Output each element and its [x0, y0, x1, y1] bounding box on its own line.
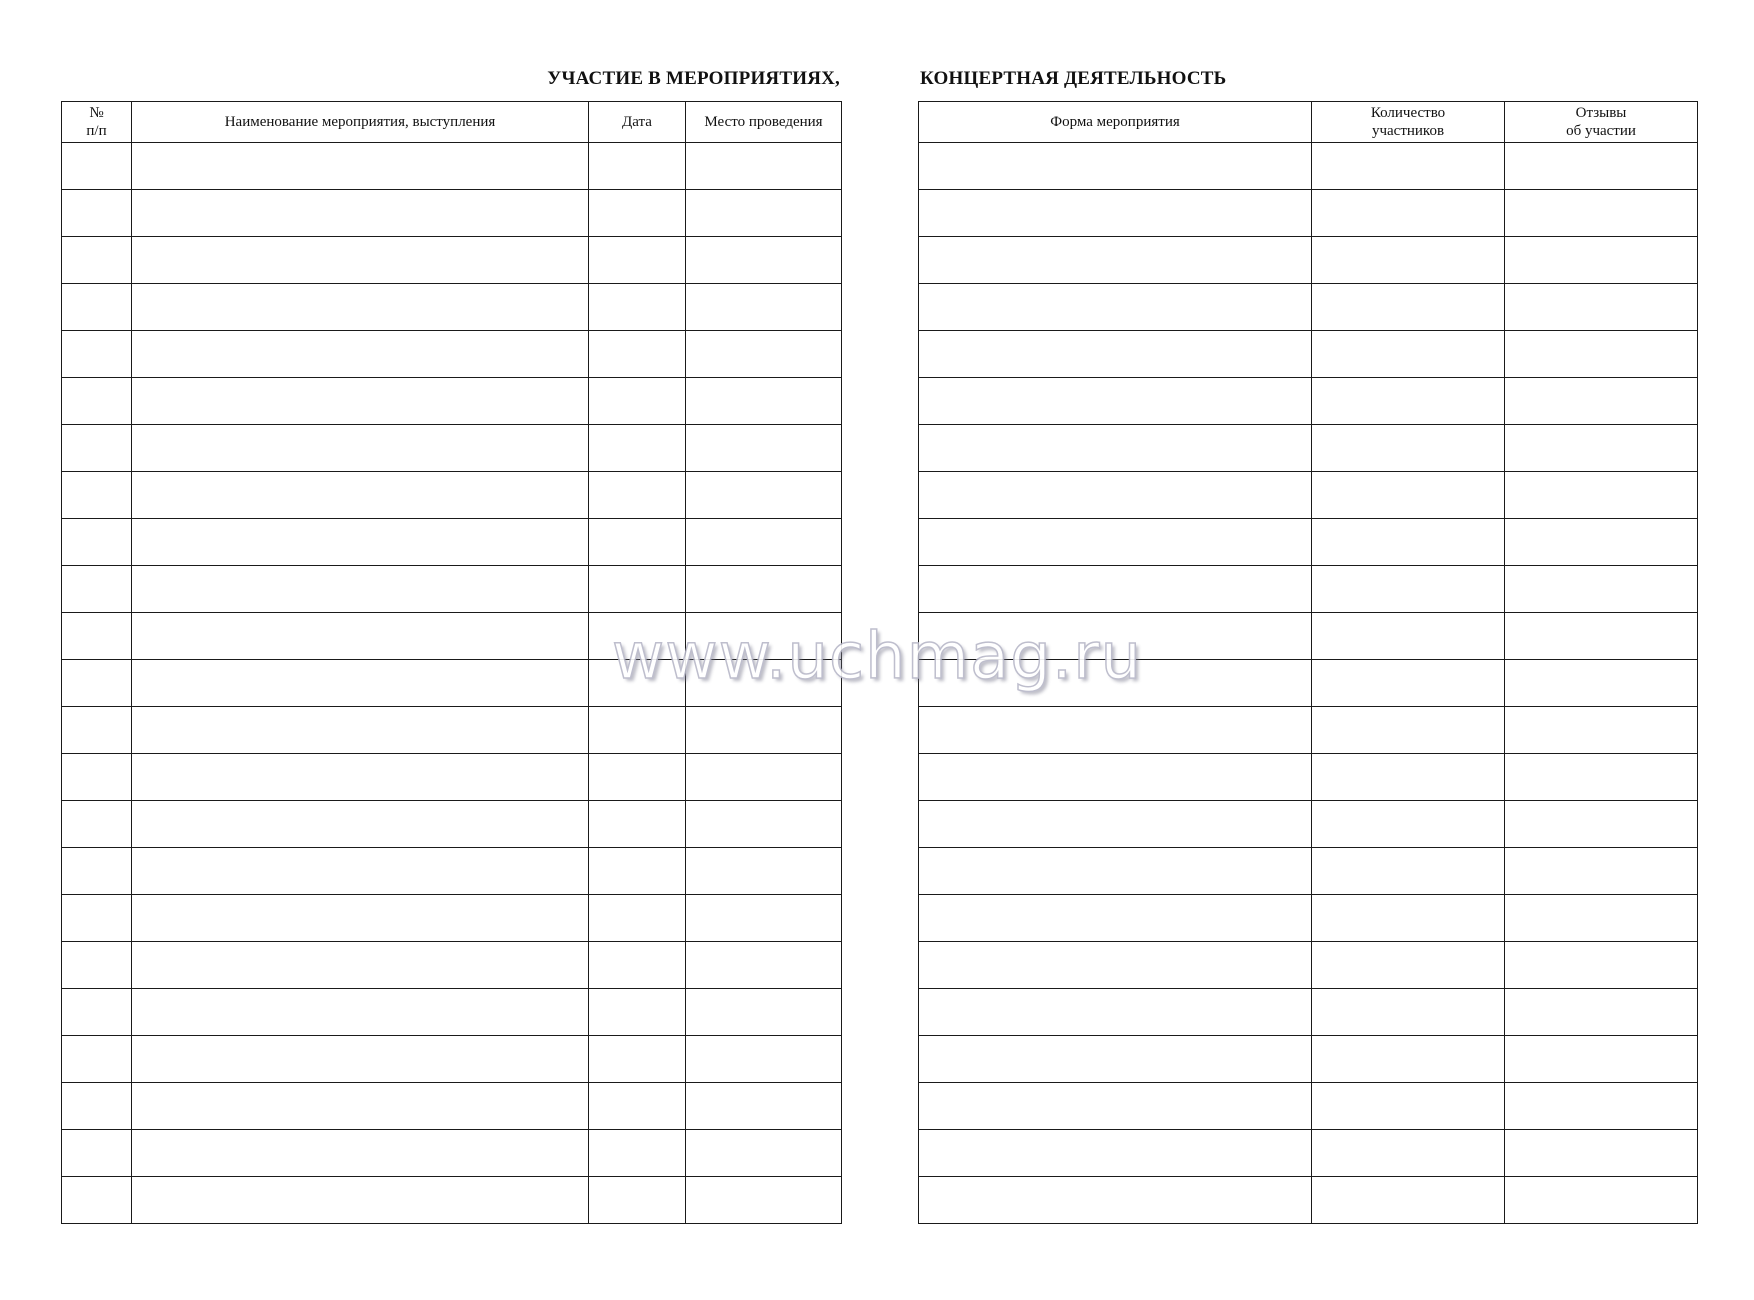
table-row [62, 378, 842, 425]
events-participation-table [61, 101, 842, 1224]
event-form-cell[interactable] [919, 660, 1312, 707]
event-name-cell[interactable] [132, 378, 589, 425]
table-row [919, 143, 1698, 190]
date-cell[interactable] [589, 754, 686, 801]
column-header-event-form: Форма мероприятия [919, 102, 1312, 143]
place-cell[interactable] [686, 331, 842, 378]
event-form-cell[interactable] [919, 237, 1312, 284]
reviews-cell[interactable] [1505, 519, 1698, 566]
participant-count-cell[interactable] [1312, 1083, 1505, 1130]
participant-count-cell[interactable] [1312, 1130, 1505, 1177]
participant-count-cell[interactable] [1312, 942, 1505, 989]
participant-count-cell[interactable] [1312, 237, 1505, 284]
table-row [62, 754, 842, 801]
event-name-cell[interactable] [132, 754, 589, 801]
participant-count-cell[interactable] [1312, 707, 1505, 754]
participant-count-cell[interactable] [1312, 895, 1505, 942]
reviews-cell[interactable] [1505, 331, 1698, 378]
number-cell[interactable] [62, 942, 132, 989]
table-row [919, 378, 1698, 425]
table-row [919, 660, 1698, 707]
table-row [62, 143, 842, 190]
number-cell[interactable] [62, 237, 132, 284]
reviews-cell[interactable] [1505, 566, 1698, 613]
date-cell[interactable] [589, 801, 686, 848]
table-row [919, 613, 1698, 660]
column-header-participant-count [1312, 102, 1505, 143]
participant-count-cell[interactable] [1312, 989, 1505, 1036]
date-cell[interactable] [589, 143, 686, 190]
table-row [62, 1083, 842, 1130]
date-cell[interactable] [589, 519, 686, 566]
reviews-cell[interactable] [1505, 1177, 1698, 1224]
participant-count-cell[interactable] [1312, 848, 1505, 895]
date-cell[interactable] [589, 331, 686, 378]
column-header-reviews [1505, 102, 1698, 143]
event-name-cell[interactable] [132, 1083, 589, 1130]
number-cell[interactable] [62, 566, 132, 613]
table-row [62, 895, 842, 942]
date-cell[interactable] [589, 942, 686, 989]
participant-count-cell[interactable] [1312, 425, 1505, 472]
table-row [919, 801, 1698, 848]
date-cell[interactable] [589, 1036, 686, 1083]
reviews-cell[interactable] [1505, 1083, 1698, 1130]
event-form-cell[interactable] [919, 190, 1312, 237]
reviews-cell[interactable] [1505, 942, 1698, 989]
table-row [62, 707, 842, 754]
participant-count-cell[interactable] [1312, 190, 1505, 237]
participant-count-cell[interactable] [1312, 613, 1505, 660]
number-cell[interactable] [62, 519, 132, 566]
number-cell[interactable] [62, 895, 132, 942]
participant-count-cell[interactable] [1312, 284, 1505, 331]
table-row [62, 942, 842, 989]
number-cell[interactable] [62, 801, 132, 848]
number-cell[interactable] [62, 1036, 132, 1083]
watermark: www.uchmag.ru [611, 620, 1143, 694]
participant-count-cell[interactable] [1312, 331, 1505, 378]
place-cell[interactable] [686, 519, 842, 566]
concert-table-body [919, 143, 1698, 1224]
reviews-cell[interactable] [1505, 190, 1698, 237]
place-cell[interactable] [686, 425, 842, 472]
reviews-cell[interactable] [1505, 378, 1698, 425]
place-cell[interactable] [686, 378, 842, 425]
participant-count-line2: участников [1371, 123, 1445, 139]
table-row [62, 1130, 842, 1177]
table-row [62, 613, 842, 660]
table-header-row [919, 102, 1698, 143]
number-cell[interactable] [62, 472, 132, 519]
place-cell[interactable] [686, 942, 842, 989]
number-cell[interactable] [62, 848, 132, 895]
number-cell[interactable] [62, 613, 132, 660]
table-row [62, 989, 842, 1036]
table-row [62, 284, 842, 331]
table-row [919, 284, 1698, 331]
table-header-row [62, 102, 842, 143]
place-cell[interactable] [686, 1083, 842, 1130]
date-cell[interactable] [589, 848, 686, 895]
event-form-cell[interactable] [919, 1130, 1312, 1177]
place-cell[interactable] [686, 284, 842, 331]
right-page-title: КОНЦЕРТНАЯ ДЕЯТЕЛЬНОСТЬ [920, 68, 1227, 89]
date-cell[interactable] [589, 1177, 686, 1224]
date-cell[interactable] [589, 425, 686, 472]
table-row [62, 660, 842, 707]
participant-count-line1: Количество [1370, 105, 1446, 121]
left-page-title: УЧАСТИЕ В МЕРОПРИЯТИЯХ, [547, 68, 840, 89]
table-row [62, 848, 842, 895]
reviews-cell[interactable] [1505, 754, 1698, 801]
participant-count-cell[interactable] [1312, 1177, 1505, 1224]
participant-count-cell[interactable] [1312, 519, 1505, 566]
place-cell[interactable] [686, 895, 842, 942]
number-cell[interactable] [62, 425, 132, 472]
number-abbrev: п/п [86, 123, 107, 139]
reviews-cell[interactable] [1505, 284, 1698, 331]
event-name-cell[interactable] [132, 566, 589, 613]
table-row [62, 190, 842, 237]
participant-count-cell[interactable] [1312, 660, 1505, 707]
column-header-number [62, 102, 132, 143]
event-name-cell[interactable] [132, 237, 589, 284]
event-form-cell[interactable] [919, 989, 1312, 1036]
reviews-cell[interactable] [1505, 613, 1698, 660]
date-cell[interactable] [589, 613, 686, 660]
event-name-cell[interactable] [132, 989, 589, 1036]
event-name-cell[interactable] [132, 801, 589, 848]
event-form-cell[interactable] [919, 378, 1312, 425]
date-cell[interactable] [589, 566, 686, 613]
date-cell[interactable] [589, 989, 686, 1036]
number-cell[interactable] [62, 707, 132, 754]
reviews-cell[interactable] [1505, 707, 1698, 754]
event-form-cell[interactable] [919, 1177, 1312, 1224]
reviews-cell[interactable] [1505, 472, 1698, 519]
event-form-cell[interactable] [919, 1083, 1312, 1130]
table-row [919, 1083, 1698, 1130]
number-sign: № [89, 105, 104, 121]
table-row [62, 1036, 842, 1083]
table-row [919, 190, 1698, 237]
event-form-cell[interactable] [919, 801, 1312, 848]
reviews-cell[interactable] [1505, 1036, 1698, 1083]
place-cell[interactable] [686, 754, 842, 801]
table-row [919, 895, 1698, 942]
place-cell[interactable] [686, 848, 842, 895]
table-row [919, 848, 1698, 895]
number-cell[interactable] [62, 1083, 132, 1130]
place-cell[interactable] [686, 472, 842, 519]
table-row [62, 425, 842, 472]
table-row [62, 1177, 842, 1224]
event-name-cell[interactable] [132, 942, 589, 989]
table-row [62, 472, 842, 519]
event-name-cell[interactable] [132, 660, 589, 707]
number-cell[interactable] [62, 989, 132, 1036]
reviews-line1: Отзывы [1575, 105, 1627, 121]
date-cell[interactable] [589, 237, 686, 284]
reviews-line2: об участии [1566, 123, 1636, 139]
table-row [919, 566, 1698, 613]
column-header-place: Место проведения [686, 102, 842, 143]
table-row [919, 519, 1698, 566]
date-cell[interactable] [589, 895, 686, 942]
event-form-cell[interactable] [919, 143, 1312, 190]
table-row [919, 1130, 1698, 1177]
place-cell[interactable] [686, 707, 842, 754]
table-row [62, 566, 842, 613]
reviews-cell[interactable] [1505, 143, 1698, 190]
number-cell[interactable] [62, 284, 132, 331]
participant-count-cell[interactable] [1312, 143, 1505, 190]
event-name-cell[interactable] [132, 143, 589, 190]
concert-activity-table [918, 101, 1698, 1224]
place-cell[interactable] [686, 613, 842, 660]
number-cell[interactable] [62, 1177, 132, 1224]
table-row [919, 237, 1698, 284]
participant-count-cell[interactable] [1312, 378, 1505, 425]
event-form-cell[interactable] [919, 707, 1312, 754]
table-row [919, 707, 1698, 754]
event-name-cell[interactable] [132, 284, 589, 331]
number-cell[interactable] [62, 1130, 132, 1177]
event-name-cell[interactable] [132, 613, 589, 660]
column-header-event-name: Наименование мероприятия, выступления [132, 102, 589, 143]
event-name-cell[interactable] [132, 895, 589, 942]
number-cell[interactable] [62, 190, 132, 237]
event-name-cell[interactable] [132, 425, 589, 472]
event-form-cell[interactable] [919, 754, 1312, 801]
table-row [919, 942, 1698, 989]
table-row [62, 519, 842, 566]
reviews-cell[interactable] [1505, 895, 1698, 942]
date-cell[interactable] [589, 378, 686, 425]
event-form-cell[interactable] [919, 331, 1312, 378]
place-cell[interactable] [686, 1177, 842, 1224]
date-cell[interactable] [589, 1130, 686, 1177]
date-cell[interactable] [589, 472, 686, 519]
participant-count-cell[interactable] [1312, 754, 1505, 801]
table-row [919, 1036, 1698, 1083]
reviews-cell[interactable] [1505, 425, 1698, 472]
participant-count-cell[interactable] [1312, 472, 1505, 519]
place-cell[interactable] [686, 143, 842, 190]
event-name-cell[interactable] [132, 331, 589, 378]
place-cell[interactable] [686, 190, 842, 237]
reviews-cell[interactable] [1505, 237, 1698, 284]
event-form-cell[interactable] [919, 942, 1312, 989]
participant-count-cell[interactable] [1312, 801, 1505, 848]
event-name-cell[interactable] [132, 1130, 589, 1177]
event-form-cell[interactable] [919, 895, 1312, 942]
number-cell[interactable] [62, 660, 132, 707]
place-cell[interactable] [686, 566, 842, 613]
place-cell[interactable] [686, 801, 842, 848]
date-cell[interactable] [589, 190, 686, 237]
table-row [919, 989, 1698, 1036]
participant-count-cell[interactable] [1312, 566, 1505, 613]
table-row [919, 472, 1698, 519]
date-cell[interactable] [589, 660, 686, 707]
table-row [62, 237, 842, 284]
place-cell[interactable] [686, 989, 842, 1036]
date-cell[interactable] [589, 1083, 686, 1130]
number-cell[interactable] [62, 331, 132, 378]
reviews-cell[interactable] [1505, 848, 1698, 895]
column-header-date: Дата [589, 102, 686, 143]
place-cell[interactable] [686, 237, 842, 284]
table-row [919, 1177, 1698, 1224]
reviews-cell[interactable] [1505, 660, 1698, 707]
reviews-cell[interactable] [1505, 989, 1698, 1036]
event-name-cell[interactable] [132, 519, 589, 566]
reviews-cell[interactable] [1505, 801, 1698, 848]
event-form-cell[interactable] [919, 425, 1312, 472]
place-cell[interactable] [686, 660, 842, 707]
event-form-cell[interactable] [919, 519, 1312, 566]
event-form-cell[interactable] [919, 613, 1312, 660]
place-cell[interactable] [686, 1036, 842, 1083]
event-form-cell[interactable] [919, 848, 1312, 895]
table-row [62, 331, 842, 378]
date-cell[interactable] [589, 707, 686, 754]
reviews-cell[interactable] [1505, 1130, 1698, 1177]
date-cell[interactable] [589, 284, 686, 331]
event-name-cell[interactable] [132, 190, 589, 237]
event-form-cell[interactable] [919, 566, 1312, 613]
event-form-cell[interactable] [919, 284, 1312, 331]
event-name-cell[interactable] [132, 1036, 589, 1083]
number-cell[interactable] [62, 378, 132, 425]
event-name-cell[interactable] [132, 707, 589, 754]
event-name-cell[interactable] [132, 472, 589, 519]
number-cell[interactable] [62, 754, 132, 801]
place-cell[interactable] [686, 1130, 842, 1177]
participant-count-cell[interactable] [1312, 1036, 1505, 1083]
events-table-body [62, 143, 842, 1224]
number-cell[interactable] [62, 143, 132, 190]
event-name-cell[interactable] [132, 848, 589, 895]
event-form-cell[interactable] [919, 472, 1312, 519]
table-row [919, 331, 1698, 378]
event-form-cell[interactable] [919, 1036, 1312, 1083]
table-row [919, 425, 1698, 472]
table-row [919, 754, 1698, 801]
event-name-cell[interactable] [132, 1177, 589, 1224]
table-row [62, 801, 842, 848]
